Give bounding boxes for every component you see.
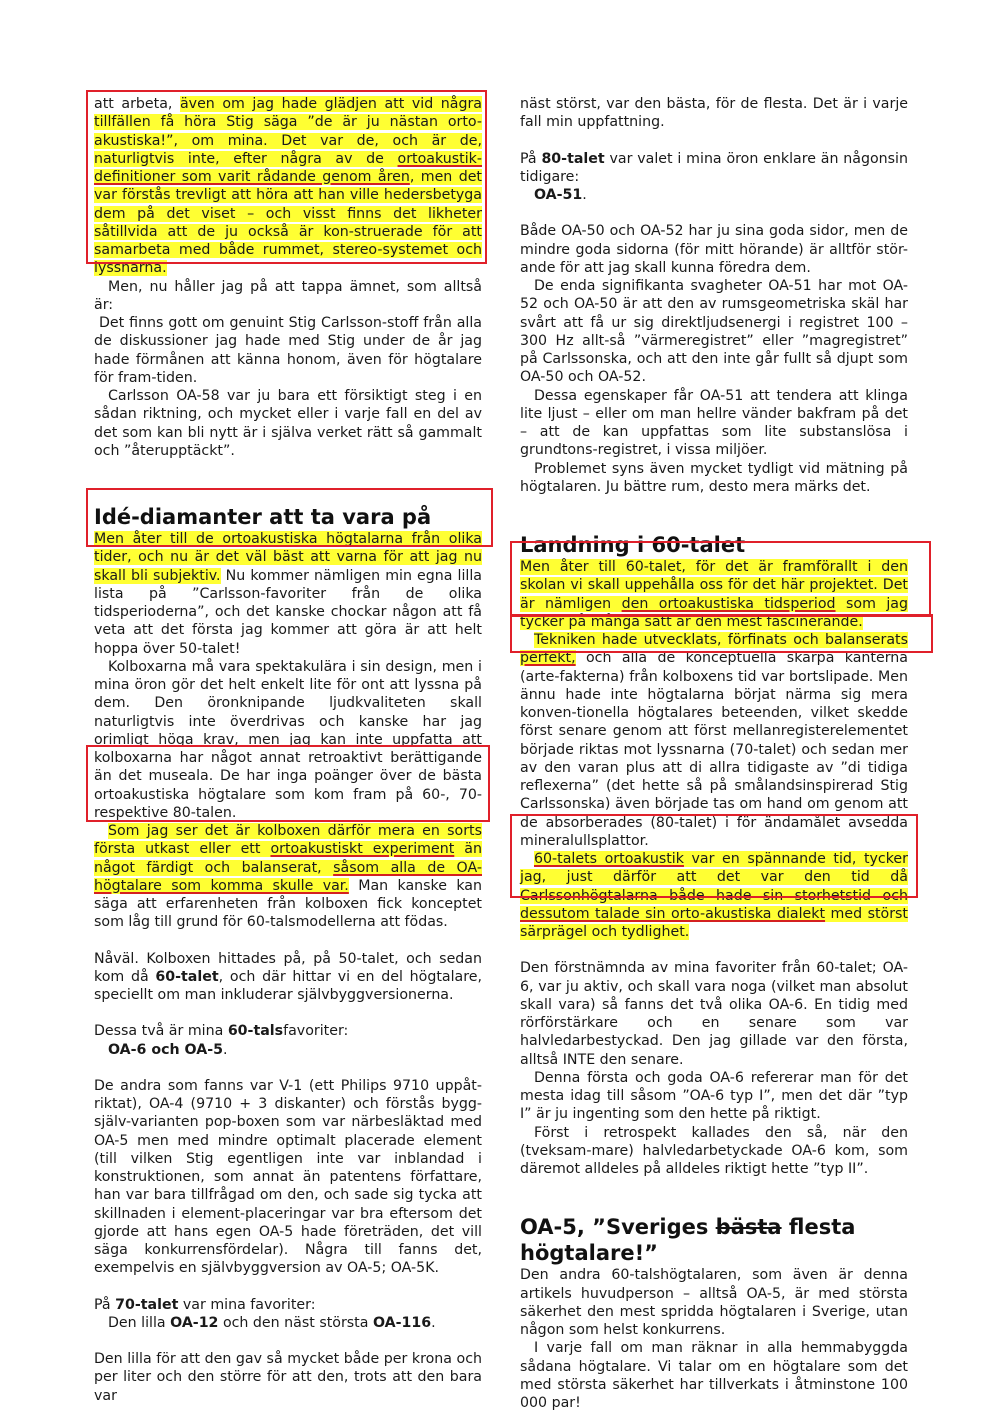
paragraph: Både OA-50 och OA-52 har ju sina goda sidor, men de mindre goda sidorna (för mitt hörande) är alltför stör-ande för att jag skall kunna föredra dem. [520, 223, 908, 276]
highlight: Tekniken hade utvecklats, förfinats och balanserats perfekt, [520, 632, 908, 667]
favorite-models: OA-6 och OA-5. [108, 1041, 228, 1058]
section-heading: Landning i 60-talet [520, 533, 746, 557]
paragraph: Den lilla för att den gav så mycket både per krona och per liter och den större för att den, trots att den bara var [94, 1351, 482, 1404]
highlight: Som jag ser det är kolboxen därför mera en sorts första utkast eller ett ortoakustiskt experiment än något färdigt och balanserat, såsom alla de OA-högtalare som komma skulle var. [94, 823, 482, 894]
paragraph: Carlsson OA-58 var ju bara ett försiktigt steg i en sådan riktning, och mycket eller i varje fall en del av det som kan bli nytt är i själva verket rätt så gammalt och ”återupptäckt”. [94, 388, 482, 459]
paragraph: Dessa två är mina 60-talsfavoriter: [94, 1023, 349, 1040]
highlight: även om jag hade glädjen att vid några tillfällen få höra Stig säga ”de är ju nästan orto-akustiska!”, om mina. Det var de, och är de, naturligtvis inte, efter några av de ortoakustik-definitioner som varit rådande genom åren, men det var förstås trevligt att höra att han ville hedersbetyga dem på det viset – och visst finns det likheter såtillvida att de ju också är kon-struerade för att samarbeta med både rummet, stereo-systemet och lyssnarna. [94, 96, 482, 277]
highlight: Men åter till de ortoakustiska högtalarna från olika tider, och nu är det väl bäst att varna för att jag nu skall bli subjektiv. [94, 531, 482, 584]
paragraph: I varje fall om man räknar in alla hemmabyggda sådana högtalare. Vi talar om en högtalare som det med största säkerhet har tillverkats i åtminstone 100 000 par! [520, 1340, 908, 1411]
paragraph: Kolboxarna må vara spektakulära i sin design, men i mina öron gör det helt enkelt lite för ont att lyssna på dem. Den öronknipande ljudkvaliteten skall naturligtvis inte överdrivas och kanske har jag orimligt höga krav, men jag kan inte uppfatta att kolboxarna har något annat retroaktivt berättigande än det museala. De har inga poänger över de bästa ortoakustiska högtalare som kom fram på 60-, 70- respektive 80-talen. [94, 658, 482, 821]
underline-mark: 60-talets ortoakustik [534, 851, 684, 867]
paragraph: att arbeta, även om jag hade glädjen att vid några tillfällen få höra Stig säga ”de är ju nästan orto-akustiska!”, om mina. Det var de, och är de, naturligtvis inte, efter några av de ortoakustik-definitioner som varit rådande genom åren, men det var förstås trevligt att höra att han ville hedersbetyga dem på det viset – och visst finns det likheter såtillvida att de ju också är kon-struerade för att samarbeta med både rummet, stereo-systemet och lyssnarna. [94, 96, 482, 277]
highlight: Men åter till 60-talet, för det är framförallt i den skolan vi skall uppehålla oss för det här projektet. Det är nämligen den ortoakustiska tidsperiod som jag tycker på många sätt är den mest fascinerande. [520, 559, 909, 630]
favorite-models: OA-51. [534, 187, 587, 203]
paragraph: Först i retrospekt kallades den så, när den (tveksam-mare) halvledarbetyckade OA-6 kom, som däremot alldeles på alldeles riktigt hette ”typ II”. [520, 1124, 908, 1177]
paragraph: Denna första och goda OA-6 refererar man för det mesta idag till såsom ”OA-6 typ I”, men det där ”typ I” är ju ingenting som den hette på riktigt. [520, 1069, 908, 1123]
paragraph: Nåväl. Kolboxen hittades på, på 50-talet, och sedan kom då 60-talet, och där hittar vi en del högtalare, speciellt om man inkluderar självbyggversionerna. [94, 950, 482, 1003]
left-column [94, 95, 482, 1405]
right-column [520, 95, 908, 1412]
highlight: 60-talets ortoakustik var en spännande tid, tycker jag, just därför att det var den tid då Carlssonhögtalarna både hade sin storhetstid och dessutom talade sin orto-akustiska dialekt med störst särprägel och tydlighet. [520, 851, 908, 940]
strikethrough-word: bästa [715, 1215, 782, 1240]
paragraph: Den andra 60-talshögtalaren, som även är denna artikels huvudperson – alltså OA-5, är med största säkerhet den mest spridda högtalaren i Sverige, utan någon som helst konkurrens. [520, 1267, 908, 1338]
paragraph: Men åter till de ortoakustiska högtalarna från olika tider, och nu är det väl bäst att varna för att jag nu skall bli subjektiv. Nu kommer nämligen min egna lilla lista på ”Carlsson-favoriter från de olika tidsperioderna”, och det kanske chockar någon att få veta att det första jag kommer att göra är att helt hoppa över 50-talet! [94, 531, 482, 657]
paragraph: näst störst, var den bästa, för de flesta. Det är i varje fall min uppfattning. [520, 96, 908, 131]
section-heading: Idé-diamanter att ta vara på [94, 505, 432, 529]
underline-mark: den ortoakustiska tidsperiod [621, 595, 836, 612]
paragraph: På 70-talet var mina favoriter: [94, 1296, 316, 1313]
underline-mark: ortoakustiskt experiment [270, 841, 455, 858]
paragraph [520, 850, 908, 941]
underline-mark: dessutom talade sin orto-akustiska dialekt [520, 905, 826, 922]
paragraph: De enda signifikanta svagheter OA-51 har mot OA-52 och OA-50 är att den av rumsgeometriska skäl har svårt att få ur sig direktljudsenergi i registret 100 – 300 Hz allt-så ”värmeregistret” eller ”magregistret” på Carlssonska, och att den inte går fullt så djupt som OA-50 och OA-52. [520, 278, 908, 386]
underline-mark: perfekt, [520, 650, 576, 667]
favorite-models: Den lilla OA-12 och den näst största OA-116. [108, 1314, 436, 1331]
paragraph: Men, nu håller jag på att tappa ämnet, som alltså är: [94, 278, 482, 313]
paragraph [520, 558, 908, 631]
paragraph: Tekniken hade utvecklats, förfinats och balanserats perfekt, och alla de konceptuella skarpa kanterna (arte-fakterna) från kolboxens tid var bortslipade. Men ännu hade inte högtalarna börjat närma sig mera konven-tionella högtalares beteenden, vilket skedde först senare genom att först mellanregisterelementet började riktas mot lyssnarna (70-talet) och sedan mer av den varan plus att di allra tidigaste av ”di tidiga reflexerna” (det hette så på smålandsinspirerad Stig Carlssonska) även började tas om hand om genom att de absorberades (80-talet) i för ändamålet avsedda mineralullsplattor. [520, 632, 908, 849]
paragraph: Den förstnämnda av mina favoriter från 60-talet; OA-6, var ju aktiv, och skall vara noga (vilket man absolut skall vara) så fanns det två olika OA-6. En tidig med rörförstärkare och en senare som var halvledarbestyckad. Den jag gillade var den första, alltså INTE den senare. [520, 960, 908, 1068]
underline-mark: ortoakustik-definitioner som varit rådande genom åren [94, 150, 482, 185]
paragraph: Dessa egenskaper får OA-51 att tendera att klinga lite ljust – eller om man hellre vänder bakfram på det – att de kan uppfattas som lite substanslösa i grundtons-registret, i vissa miljöer. [520, 387, 908, 459]
underline-mark: de ortoakustiska högtalarna fr [196, 531, 423, 547]
paragraph: Det finns gott om genuint Stig Carlsson-stoff från alla de diskussioner jag hade med Stig under de år jag hade förmånen att känna honom, även för högtalare för fram-tiden. [94, 315, 482, 386]
section-heading: OA-5, ”Sveriges bästa flesta högtalare!” [520, 1215, 856, 1266]
paragraph: På 80-talet var valet i mina öron enklare än någonsin tidigare: [520, 150, 908, 185]
paragraph: Problemet syns även mycket tydligt vid mätning på högtalaren. Ju bättre rum, desto mera märks det. [520, 460, 908, 495]
underline-mark: såsom alla de OA-högtalare som komma skulle var. [94, 859, 482, 894]
paragraph: Som jag ser det är kolboxen därför mera en sorts första utkast eller ett ortoakustiskt experiment än något färdigt och balanserat, såsom alla de OA-högtalare som komma skulle var. Man kanske kan säga att erfarenheten från kolboxen fick konceptet som låg till grund för 60-talsmodellerna att födas. [94, 823, 482, 931]
paragraph: De andra som fanns var V-1 (ett Philips 9710 uppåt-riktat), OA-4 (9710 + 3 diskanter) och förstås bygg-själv-varianten pop-boxen som var närbesläktad med OA-5 men med mindre optimalt placerade element (till vilken Stig egentligen inte var inblandad i konstruktionen, som annat än patentens författare, han var bara tillfrågad om den, och sade sig tycka att skillnaden i element-placeringar var bra eftersom det gjorde att hans egen OA-5 hade företräden, det vill säga konkurrensfördelar). Några till fanns det, exempelvis en självbyggversion av OA-5; OA-5K. [94, 1077, 482, 1277]
